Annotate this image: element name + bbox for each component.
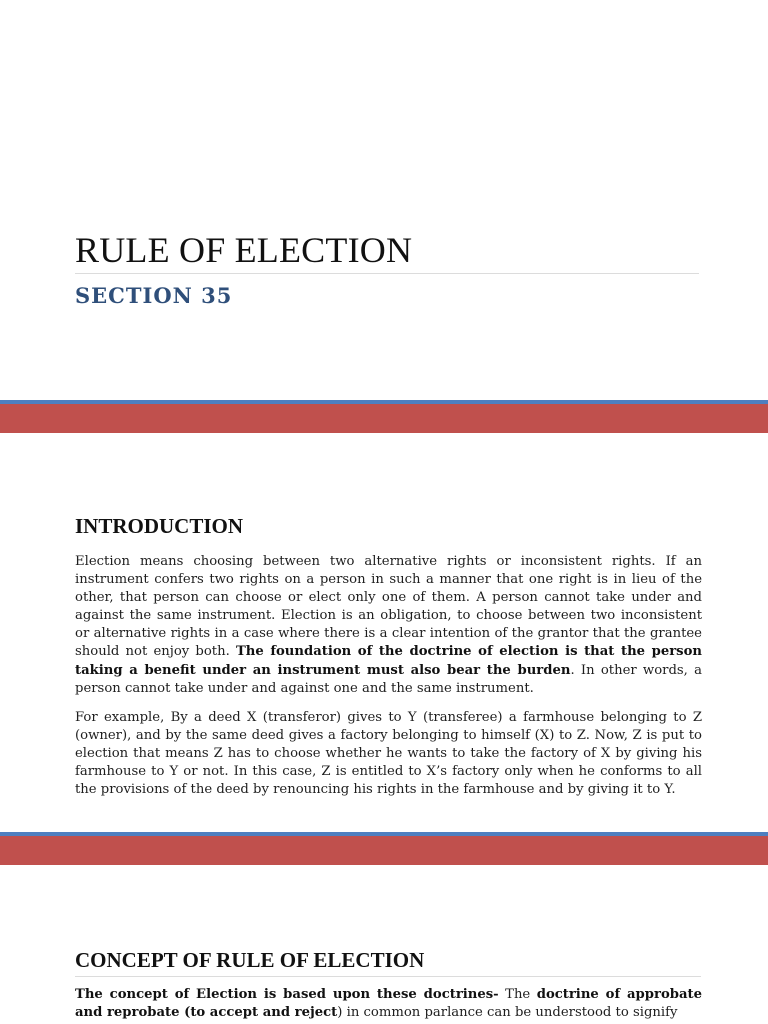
- page-title: RULE OF ELECTION: [75, 230, 413, 270]
- introduction-paragraph-1: [75, 553, 702, 698]
- concept-bold-1: The concept of Election is based upon these doctrines-: [75, 987, 499, 1002]
- concept-text-1: The: [498, 987, 537, 1002]
- concept-bold-2: doctrine of approbate and reprobate (to accept and reject: [75, 987, 702, 1021]
- intro-p1-text-2: . In other words, a person cannot take under and against one and the same instrument.: [75, 662, 702, 696]
- decorative-band-middle: [0, 832, 768, 865]
- title-divider: [75, 273, 699, 274]
- intro-p1-text-1: Election means choosing between two alternative rights or inconsistent rights. If an instrument confers two rights on a person in such a manner that one right is in lieu of the other, that person can choose or elect only one of them. A person cannot take under and against the same instrument. Election is an obligation, to choose between two inconsistent or alternative rights in a case where there is a clear intention of the grantor that the grantee should not enjoy both.: [75, 554, 702, 660]
- decorative-band-top: [0, 400, 768, 433]
- concept-paragraph: [75, 986, 702, 1022]
- intro-p1-bold-1: The foundation of the doctrine of election is that the person taking a benefit under an instrument must also bear the burden: [75, 644, 702, 678]
- concept-text-2: ) in common parlance can be understood to signify: [337, 1005, 678, 1021]
- introduction-heading: INTRODUCTION: [75, 514, 244, 538]
- concept-heading: CONCEPT OF RULE OF ELECTION: [75, 948, 425, 972]
- section-subtitle: SECTION 35: [75, 283, 233, 308]
- introduction-paragraph-2: For example, By a deed X (transferor) gives to Y (transferee) a farmhouse belonging to Z (owner), and by the same deed gives a factory belonging to himself (X) to Z. Now, Z is put to election that means Z has to choose whether he wants to take the factory of X by giving his farmhouse to Y or not. In this case, Z is entitled to X’s factory only when he conforms to all the provisions of the deed by renouncing his rights in the farmhouse and by giving it to Y.: [75, 710, 702, 798]
- concept-divider: [75, 976, 701, 977]
